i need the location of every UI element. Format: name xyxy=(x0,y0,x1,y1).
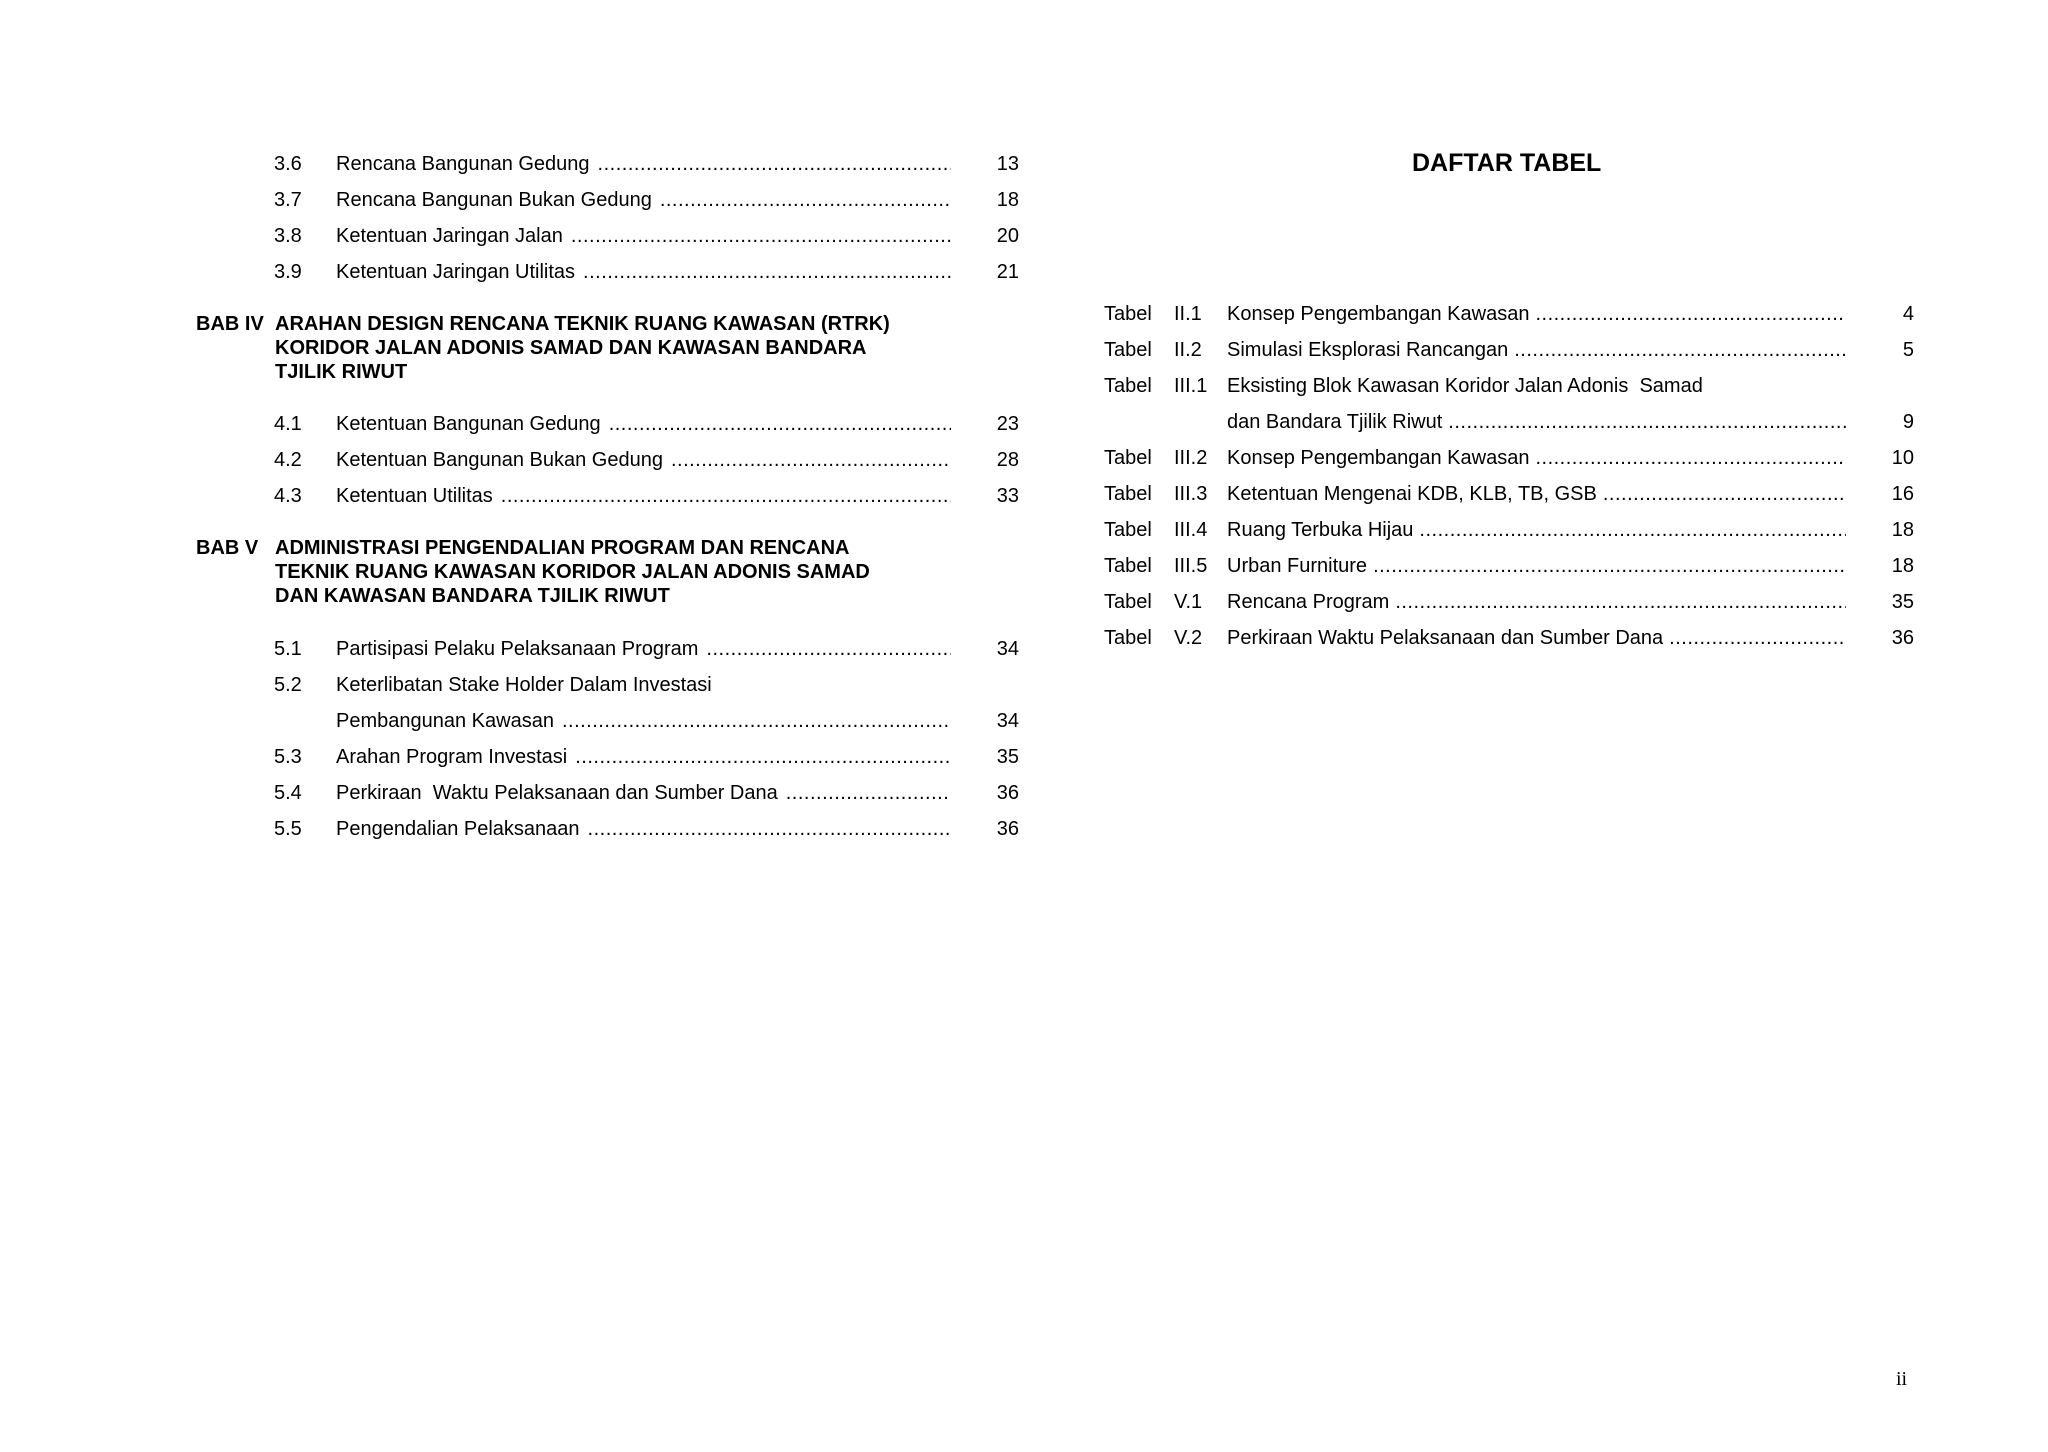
dot-leader xyxy=(671,448,951,472)
table-label: Tabel xyxy=(1104,519,1152,541)
table-list-entry xyxy=(1104,368,1914,398)
page-title: DAFTAR TABEL xyxy=(1412,149,1602,177)
toc-entry-title: Ketentuan Jaringan Jalan xyxy=(336,225,563,247)
toc-entry-number: 3.7 xyxy=(274,189,302,211)
table-label: Tabel xyxy=(1104,555,1152,577)
table-page: 5 xyxy=(1902,339,1914,361)
table-list-entry xyxy=(1104,620,1914,650)
toc-entry-title: Pengendalian Pelaksanaan xyxy=(336,818,580,840)
toc-entry xyxy=(274,406,1019,436)
toc-entry xyxy=(274,775,1019,805)
table-label: Tabel xyxy=(1104,375,1152,397)
table-page: 18 xyxy=(1891,519,1914,541)
table-title: Rencana Program xyxy=(1227,591,1390,613)
dot-leader xyxy=(575,745,951,769)
table-title: Perkiraan Waktu Pelaksanaan dan Sumber Dana xyxy=(1227,627,1664,649)
table-page: 10 xyxy=(1891,447,1914,469)
dot-leader xyxy=(1419,518,1846,542)
toc-entry xyxy=(274,442,1019,472)
chapter-label: BAB V xyxy=(196,537,259,559)
toc-entry-page: 35 xyxy=(996,746,1019,768)
toc-entry xyxy=(274,739,1019,769)
toc-entry-number: 5.3 xyxy=(274,746,302,768)
table-title: Simulasi Eksplorasi Rancangan xyxy=(1227,339,1509,361)
dot-leader xyxy=(1395,590,1846,614)
toc-entry-title: Pembangunan Kawasan xyxy=(336,710,554,732)
table-title: Urban Furniture xyxy=(1227,555,1368,577)
toc-entry-number: 3.9 xyxy=(274,261,302,283)
toc-entry-number: 3.6 xyxy=(274,153,302,175)
dot-leader xyxy=(660,188,951,212)
dot-leader xyxy=(571,224,951,248)
table-list-entry xyxy=(1104,584,1914,614)
table-list-entry xyxy=(1104,440,1914,470)
toc-entry-title: Perkiraan Waktu Pelaksanaan dan Sumber Dana xyxy=(336,782,778,804)
dot-leader xyxy=(1535,446,1846,470)
chapter-heading-bab-iv xyxy=(196,312,916,384)
table-list-entry xyxy=(1104,548,1914,578)
toc-entry xyxy=(274,811,1019,841)
table-title: Konsep Pengembangan Kawasan xyxy=(1227,303,1530,325)
toc-entry xyxy=(274,218,1019,248)
dot-leader xyxy=(1373,554,1846,578)
dot-leader xyxy=(786,781,951,805)
table-page: 36 xyxy=(1891,627,1914,649)
toc-entry-title: Ketentuan Bangunan Gedung xyxy=(336,413,601,435)
dot-leader xyxy=(1448,410,1846,434)
dot-leader xyxy=(1535,302,1846,326)
table-title: Ruang Terbuka Hijau xyxy=(1227,519,1414,541)
toc-entry xyxy=(274,254,1019,284)
dot-leader xyxy=(706,637,951,661)
table-page: 16 xyxy=(1891,483,1914,505)
toc-entry-title: Arahan Program Investasi xyxy=(336,746,568,768)
table-number: III.2 xyxy=(1174,447,1208,469)
toc-entry xyxy=(274,146,1019,176)
toc-entry-title: Rencana Bangunan Gedung xyxy=(336,153,590,175)
dot-leader xyxy=(1669,626,1846,650)
table-page: 4 xyxy=(1902,303,1914,325)
dot-leader xyxy=(588,817,951,841)
toc-entry-title: Ketentuan Jaringan Utilitas xyxy=(336,261,576,283)
table-page: 35 xyxy=(1891,591,1914,613)
toc-entry-page: 13 xyxy=(996,153,1019,175)
toc-entry xyxy=(274,478,1019,508)
dot-leader xyxy=(562,709,951,733)
table-number: III.4 xyxy=(1174,519,1208,541)
toc-entry-page: 21 xyxy=(996,261,1019,283)
toc-entry-page: 34 xyxy=(996,638,1019,660)
table-label: Tabel xyxy=(1104,591,1152,613)
table-number: V.1 xyxy=(1174,591,1203,613)
toc-entry-page: 34 xyxy=(996,710,1019,732)
chapter-title: ARAHAN DESIGN RENCANA TEKNIK RUANG KAWASAN (RTRK) KORIDOR JALAN ADONIS SAMAD DAN KAWASAN BANDARA TJILIK RIWUT xyxy=(275,313,890,383)
table-list-entry xyxy=(1104,512,1914,542)
table-number: V.2 xyxy=(1174,627,1203,649)
table-number: III.5 xyxy=(1174,555,1208,577)
table-title: Eksisting Blok Kawasan Koridor Jalan Adonis Samad xyxy=(1227,375,1703,397)
toc-entry-title: Keterlibatan Stake Holder Dalam Investasi xyxy=(336,674,712,696)
toc-entry-number: 5.4 xyxy=(274,782,302,804)
table-list-entry xyxy=(1104,332,1914,362)
table-number: II.1 xyxy=(1174,303,1202,325)
table-page: 9 xyxy=(1902,411,1914,433)
toc-entry-number: 4.3 xyxy=(274,485,302,507)
toc-entry-title: Ketentuan Utilitas xyxy=(336,485,493,507)
table-list-entry xyxy=(1104,296,1914,326)
dot-leader xyxy=(583,260,951,284)
toc-entry-title: Rencana Bangunan Bukan Gedung xyxy=(336,189,652,211)
dot-leader xyxy=(501,484,951,508)
toc-entry-number: 5.5 xyxy=(274,818,302,840)
toc-entry-number: 4.1 xyxy=(274,413,302,435)
toc-entry-page: 18 xyxy=(996,189,1019,211)
toc-entry-page: 23 xyxy=(996,413,1019,435)
toc-entry-page: 28 xyxy=(996,449,1019,471)
page-number: ii xyxy=(1896,1368,1908,1390)
table-page: 18 xyxy=(1891,555,1914,577)
toc-entry-page: 33 xyxy=(996,485,1019,507)
table-title: Konsep Pengembangan Kawasan xyxy=(1227,447,1530,469)
toc-entry-title: Ketentuan Bangunan Bukan Gedung xyxy=(336,449,663,471)
toc-entry-page: 20 xyxy=(996,225,1019,247)
toc-entry-continuation xyxy=(274,703,1019,733)
chapter-heading-bab-v xyxy=(196,536,916,608)
toc-entry-number: 5.1 xyxy=(274,638,302,660)
table-list-entry xyxy=(1104,476,1914,506)
toc-entry-number: 4.2 xyxy=(274,449,302,471)
toc-entry-page: 36 xyxy=(996,782,1019,804)
toc-entry-number: 5.2 xyxy=(274,674,302,696)
chapter-title: ADMINISTRASI PENGENDALIAN PROGRAM DAN RENCANA TEKNIK RUANG KAWASAN KORIDOR JALAN ADONIS SAMAD DAN KAWASAN BANDARA TJILIK RIWUT xyxy=(275,537,870,607)
toc-entry-page: 36 xyxy=(996,818,1019,840)
dot-leader xyxy=(598,152,951,176)
toc-entry xyxy=(274,667,1019,697)
table-title: dan Bandara Tjilik Riwut xyxy=(1227,411,1443,433)
chapter-label: BAB IV xyxy=(196,313,264,335)
dot-leader xyxy=(1603,482,1846,506)
table-list-entry-continuation xyxy=(1104,404,1914,434)
table-label: Tabel xyxy=(1104,339,1152,361)
table-label: Tabel xyxy=(1104,303,1152,325)
table-label: Tabel xyxy=(1104,483,1152,505)
table-title: Ketentuan Mengenai KDB, KLB, TB, GSB xyxy=(1227,483,1597,505)
dot-leader xyxy=(609,412,951,436)
table-label: Tabel xyxy=(1104,447,1152,469)
table-label: Tabel xyxy=(1104,627,1152,649)
table-number: II.2 xyxy=(1174,339,1202,361)
table-number: III.3 xyxy=(1174,483,1208,505)
toc-entry xyxy=(274,631,1019,661)
dot-leader xyxy=(1514,338,1846,362)
toc-entry-title: Partisipasi Pelaku Pelaksanaan Program xyxy=(336,638,699,660)
toc-entry-number: 3.8 xyxy=(274,225,302,247)
toc-entry xyxy=(274,182,1019,212)
table-number: III.1 xyxy=(1174,375,1208,397)
